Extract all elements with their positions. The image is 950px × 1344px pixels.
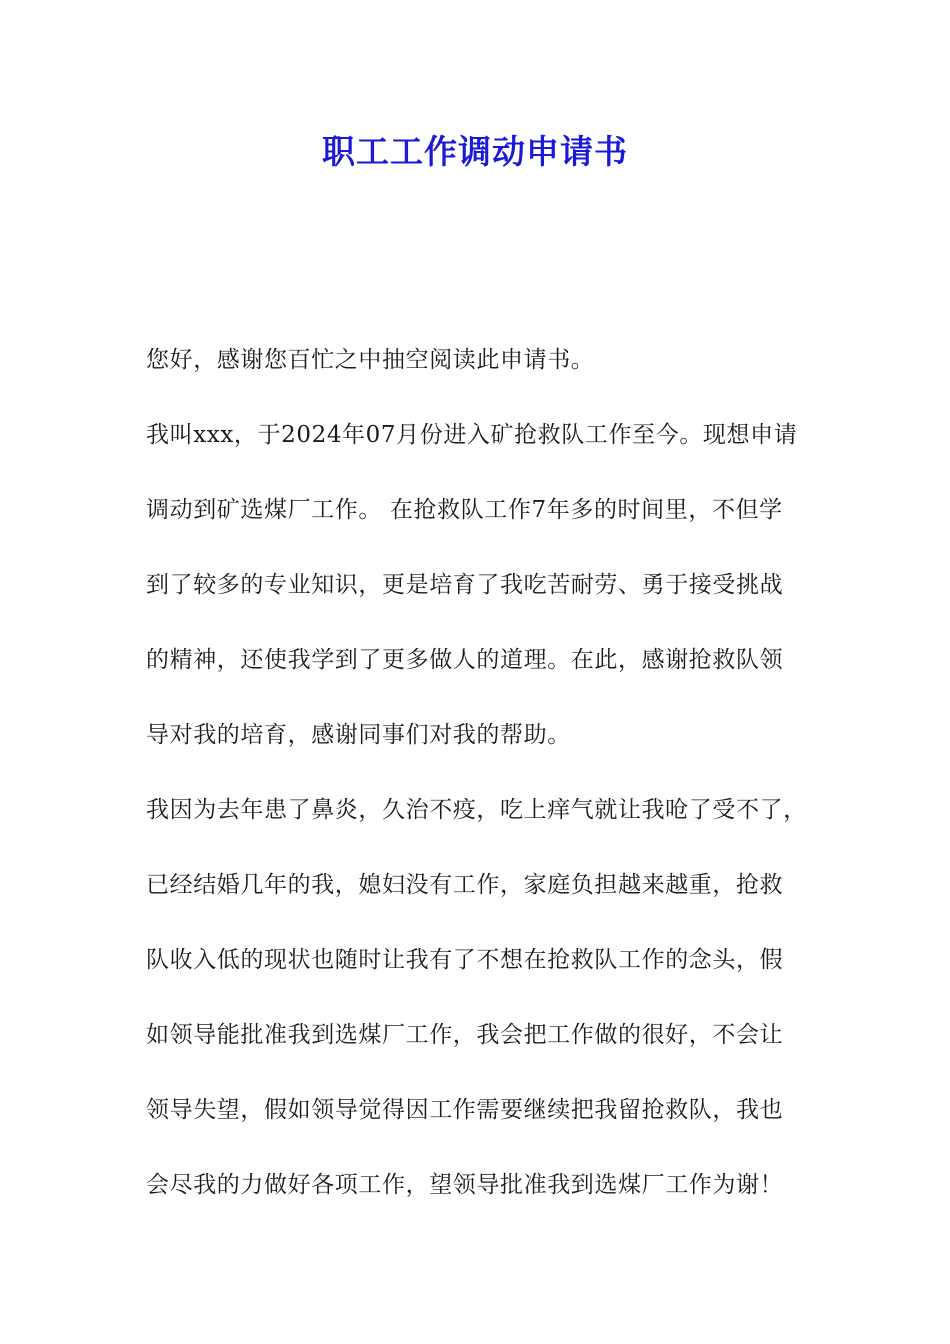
- body-line: 导对我的培育，感谢同事们对我的帮助。: [146, 722, 571, 748]
- body-line: 到了较多的专业知识，更是培育了我吃苦耐劳、勇于接受挑战: [146, 572, 784, 598]
- document-body: [146, 336, 836, 1236]
- body-line: 如领导能批准我到选煤厂工作，我会把工作做的很好，不会让: [146, 1022, 784, 1048]
- body-line: 您好，感谢您百忙之中抽空阅读此申请书。: [146, 347, 595, 373]
- body-line: 我因为去年患了鼻炎，久治不疫，吃上痒气就让我呛了受不了，: [146, 797, 807, 823]
- body-line: 已经结婚几年的我，媳妇没有工作，家庭负担越来越重，抢救: [146, 872, 784, 898]
- body-line: 我叫xxx，于2024年07月份进入矿抢救队工作至今。现想申请: [146, 422, 798, 448]
- body-line: 队收入低的现状也随时让我有了不想在抢救队工作的念头，假: [146, 947, 784, 973]
- body-line: 会尽我的力做好各项工作，望领导批准我到选煤厂工作为谢！: [146, 1172, 784, 1198]
- body-line: 调动到矿选煤厂工作。 在抢救队工作7年多的时间里，不但学: [146, 497, 783, 523]
- body-line: 领导失望，假如领导觉得因工作需要继续把我留抢救队，我也: [146, 1097, 784, 1123]
- document-title: 职工工作调动申请书: [322, 132, 628, 171]
- body-line: 的精神，还使我学到了更多做人的道理。在此，感谢抢救队领: [146, 647, 784, 673]
